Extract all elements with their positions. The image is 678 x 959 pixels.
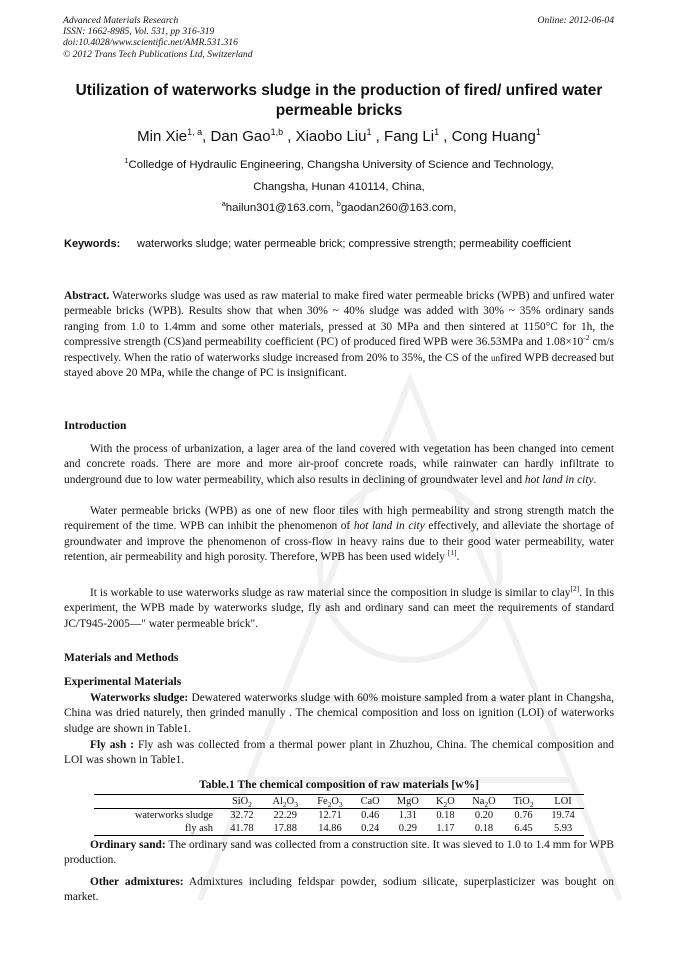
table-header-cell: $Al_2O_3$	[263, 795, 308, 809]
table-header-cell: CaO	[352, 795, 388, 809]
table-cell: 1.31	[398, 810, 417, 821]
keywords	[64, 237, 614, 251]
table-header-cell: $Fe_2O_3$	[308, 795, 353, 809]
admixtures-paragraph: Other admixtures: Admixtures including feldspar powder, sodium silicate, superplasticizer was bought on market.	[64, 876, 614, 904]
affiliation-line-2: Changsha, Hunan 410114, China,	[253, 181, 425, 193]
keywords-label: Keywords:	[64, 238, 121, 250]
affiliation-line-1: $^1$Colledge of Hydraulic Engineering, Changsha University of Science and Technology,	[124, 156, 554, 171]
table-caption: Table.1 The chemical composition of raw materials [w%]	[199, 779, 479, 791]
table-cell: 22.29	[273, 810, 297, 821]
journal-header	[63, 15, 253, 60]
table-cell: 0.18	[463, 822, 505, 836]
author-list: Min Xie$^{1, a}$, Dan Gao$^{1,b}$ , Xiaobo Liu$^1$ , Fang Li$^1$ , Cong Huang$^1$	[137, 127, 541, 145]
table-cell: 41.78	[221, 822, 263, 836]
table-cell: 0.76	[514, 810, 533, 821]
table-cell: 0.46	[361, 810, 380, 821]
table-header-cell: $Na_2O$	[463, 795, 505, 809]
table-cell: 14.86	[308, 822, 353, 836]
author-name: Xiaobo Liu	[295, 128, 367, 145]
table-cell: 0.18	[436, 810, 455, 821]
copyright: © 2012 Trans Tech Publications Ltd, Switzerland	[63, 48, 253, 60]
section-heading-introduction: Introduction	[64, 420, 127, 432]
sludge-paragraph: Waterworks sludge: Dewatered waterworks sludge with 60% moisture sampled from a water plant in Changsha, China was dried naturely, then grinded manully . The chemical composition and loss on ignition (LOI) of waterworks sludge are shown in Table1.	[64, 692, 615, 735]
issn: ISSN: 1662-8985, Vol. 531, pp 316-319	[63, 26, 215, 38]
table-cell: fly ash	[94, 822, 221, 836]
table-header-cell: $K_2O$	[428, 795, 463, 809]
table-row	[94, 822, 584, 836]
table-cell: 0.24	[352, 822, 388, 836]
table-header-cell: TiO$_2$	[505, 795, 542, 809]
section-heading-methods: Materials and Methods	[64, 652, 179, 664]
subsection-heading-materials: Experimental Materials	[64, 676, 182, 688]
journal-name: Advanced Materials Research	[63, 15, 179, 26]
doi: doi:10.4028/www.scientific.net/AMR.531.316	[63, 37, 238, 49]
sand-paragraph: Ordinary sand: The ordinary sand was collected from a construction site. It was sieved to 1.0 to 1.4 mm for WPB production.	[64, 839, 614, 867]
flyash-paragraph: Fly ash : Fly ash was collected from a thermal power plant in Zhuzhou, China. The chemical composition and LOI was shown in Table1.	[64, 739, 614, 767]
table-cell: 1.17	[428, 822, 463, 836]
author-name: Fang Li	[384, 128, 435, 145]
composition-table	[94, 794, 584, 836]
table-cell: waterworks sludge	[134, 810, 214, 821]
table-header-cell: SiO$_2$	[221, 795, 263, 809]
author-emails: $^a$hailun301@163.com, $^b$gaodan260@163.com,	[221, 199, 457, 214]
table-cell: 12.71	[318, 810, 342, 821]
intro-paragraph-1: With the process of urbanization, a lager area of the land covered with vegetation has been changed into cement and concrete roads. There are more and more air-proof concrete roads, while rainwater can hardly infiltrate to underground due to low water permeability, which also results in declining of groundwater level and hot land in city.	[64, 443, 614, 486]
table-cell: 6.45	[505, 822, 542, 836]
table-header-cell: MgO	[388, 795, 428, 809]
table-row	[94, 809, 584, 823]
intro-paragraph-2: Water permeable bricks (WPB) as one of new floor tiles with high permeability and strong strength match the requirement of the time. WPB can inhibit the phenomenon of hot land in city effectively, and alleviate the shortage of groundwater and improve the phenomenon of cross-flow in heavy rains due to their good water permeability, water retention, air permeability and high porosity. Therefore, WPB has been used widely [1].	[64, 505, 614, 564]
keywords-text: waterworks sludge; water permeable brick; compressive strength; permeability coefficient	[137, 238, 571, 250]
author-name: Min Xie	[137, 128, 188, 145]
table-header-cell: LOI	[542, 795, 584, 809]
paper-title: Utilization of waterworks sludge in the production of fired/ unfired water permeable bricks	[75, 82, 603, 119]
online-date: Online: 2012-06-04	[537, 15, 614, 26]
table-cell: 17.88	[263, 822, 308, 836]
table-header-cell	[94, 795, 221, 809]
table-cell: 32.72	[230, 810, 254, 821]
table-cell: 5.93	[542, 822, 584, 836]
abstract: Abstract. Waterworks sludge was used as raw material to make fired water permeable bricks (WPB) and unfired water permeable bricks (WPB). Results show that when 30% ~ 40% sludge was added with 30% ~ 35% ordinary sands ranging from 1.0 to 1.4mm and some other materials, pressed at 30 MPa and then sintered at 1150°C for 1h, the compressive strength (CS)and permeability coefficient (PC) of produced fired WPB were 36.53MPa and $1.08\times 10^{-2}$ cm/s respectively. When the ratio of waterworks sludge increased from 20% to 35%, the CS of the unfired WPB decreased but stayed above 20 MPa, while the change of PC is insignificant.	[64, 290, 614, 380]
author-name: Dan Gao	[210, 128, 271, 145]
table-cell: 0.20	[474, 810, 494, 821]
author-name: Cong Huang	[451, 128, 536, 145]
intro-paragraph-3: It is workable to use waterworks sludge as raw material since the composition in sludge is similar to clay[2]. In this experiment, the WPB made by waterworks sludge, fly ash and ordinary sand can meet the requirements of standard JC/T945-2005—" water permeable brick".	[64, 584, 614, 630]
table-cell: 0.29	[388, 822, 428, 836]
table-cell: 19.74	[551, 810, 575, 821]
table-header-row	[94, 795, 584, 809]
